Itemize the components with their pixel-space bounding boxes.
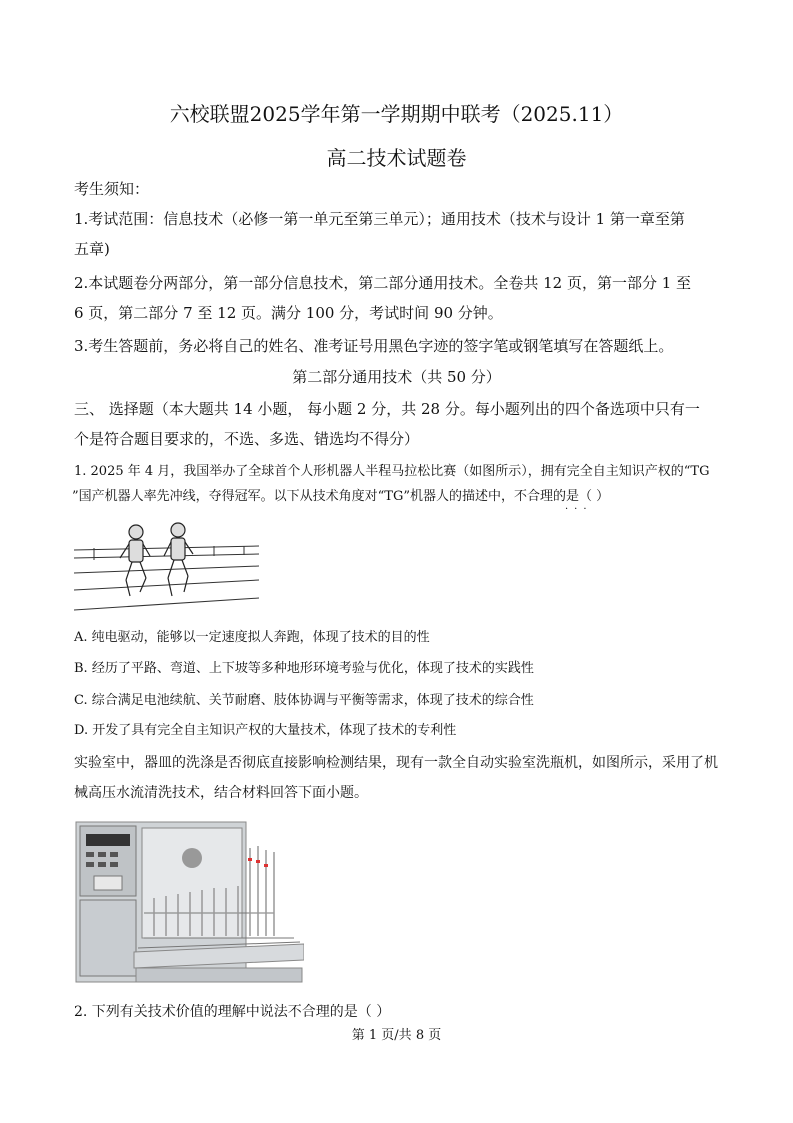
question-2-line1: 2. 下列有关技术价值的理解中说法不合理的是（ ） bbox=[74, 1004, 391, 1020]
robot-runners-figure bbox=[74, 518, 259, 622]
notice-item-2-line2: 6 页，第二部分 7 至 12 页。满分 100 分，考试时间 90 分钟。 bbox=[74, 304, 503, 322]
lab-washer-figure bbox=[74, 818, 304, 992]
material-line2: 械高压水流清洗技术，结合材料回答下面小题。 bbox=[74, 785, 368, 801]
question-1-option-c: C. 综合满足电池续航、关节耐磨、肢体协调与平衡等需求，体现了技术的综合性 bbox=[74, 693, 534, 708]
paper-subtitle: 高二技术试题卷 bbox=[326, 146, 467, 170]
notice-heading: 考生须知： bbox=[74, 180, 150, 198]
notice-item-2-line1: 2.本试题卷分两部分，第一部分信息技术，第二部分通用技术。全卷共 12 页，第一部分 1 至 bbox=[74, 274, 692, 292]
section-instructions-line1: 三、 选择题（本大题共 14 小题， 每小题 2 分，共 28 分。每小题列出的四个备选项中只有一 bbox=[74, 400, 700, 418]
page-footer: 第 1 页/共 8 页 bbox=[351, 1028, 442, 1043]
material-line1: 实验室中，器皿的洗涤是否彻底直接影响检测结果，现有一款全自动实验室洗瓶机，如图所示，采用了机 bbox=[74, 755, 718, 771]
emphasis-dots: ··· bbox=[565, 504, 593, 515]
question-1-option-a: A. 纯电驱动，能够以一定速度拟人奔跑，体现了技术的目的性 bbox=[74, 630, 430, 645]
question-1-option-b: B. 经历了平路、弯道、上下坡等多种地形环境考验与优化，体现了技术的实践性 bbox=[74, 661, 534, 676]
notice-item-1-line2: 五章) bbox=[74, 240, 110, 258]
question-1-line2: ”国产机器人率先冲线，夺得冠军。以下从技术角度对“TG”机器人的描述中，不合理的是（ ） bbox=[72, 489, 610, 504]
part2-heading: 第二部分通用技术（共 50 分） bbox=[292, 368, 501, 386]
question-1-line1: 1. 2025 年 4 月，我国举办了全球首个人形机器人半程马拉松比赛（如图所示），拥有完全自主知识产权的“TG bbox=[74, 464, 710, 479]
section-instructions-line2: 个是符合题目要求的，不选、多选、错选均不得分） bbox=[74, 430, 420, 448]
exam-title: 六校联盟2025学年第一学期期中联考（2025.11） bbox=[169, 102, 624, 126]
notice-item-3: 3.考生答题前，务必将自己的姓名、准考证号用黑色字迹的签字笔或钢笔填写在答题纸上。 bbox=[74, 337, 674, 355]
notice-item-1-line1: 1.考试范围：信息技术（必修一第一单元至第三单元）；通用技术（技术与设计 1 第一章至第 bbox=[74, 210, 685, 228]
question-1-option-d: D. 开发了具有完全自主知识产权的大量技术，体现了技术的专利性 bbox=[74, 723, 457, 738]
